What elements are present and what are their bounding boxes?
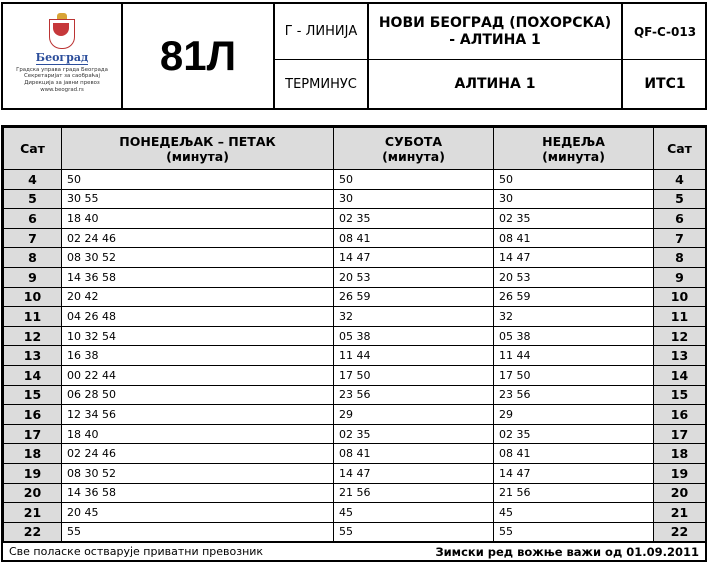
weekday-minutes: 10 32 54 [62,326,334,346]
hour-cell: 13 [4,346,62,366]
hour-cell-right: 20 [654,483,706,503]
saturday-minutes: 21 56 [334,483,494,503]
table-row [4,209,706,229]
sunday-minutes: 11 44 [494,346,654,366]
weekday-minutes: 02 24 46 [62,444,334,464]
table-row [4,346,706,366]
saturday-minutes: 05 38 [334,326,494,346]
sunday-minutes: 26 59 [494,287,654,307]
sunday-title: НЕДЕЉА [542,133,605,149]
sunday-minutes: 29 [494,405,654,425]
logo-sub-line: Дирекција за јавни превоз [24,80,100,86]
sunday-minutes: 23 56 [494,385,654,405]
weekday-minutes: 18 40 [62,424,334,444]
hour-cell-right: 15 [654,385,706,405]
table-row [4,405,706,425]
hour-cell: 5 [4,189,62,209]
hour-cell-right: 11 [654,307,706,327]
table-row [4,522,706,542]
weekday-header [62,128,334,170]
table-row [4,463,706,483]
weekday-minutes: 02 24 46 [62,228,334,248]
table-row [4,385,706,405]
terminus-label: ТЕРМИНУС [275,60,369,108]
sunday-minutes: 30 [494,189,654,209]
weekday-unit: (минута) [166,148,229,164]
table-row [4,307,706,327]
weekday-minutes: 20 42 [62,287,334,307]
weekday-minutes: 04 26 48 [62,307,334,327]
operator-note: Све поласке остварује приватни превозник [9,545,264,558]
weekday-minutes: 08 30 52 [62,248,334,268]
saturday-minutes: 14 47 [334,248,494,268]
sunday-minutes: 05 38 [494,326,654,346]
saturday-header [334,128,494,170]
logo-sub-line: Секретаријат за саобраћај [24,73,100,80]
sunday-minutes: 02 35 [494,424,654,444]
hour-cell: 16 [4,405,62,425]
sunday-minutes: 32 [494,307,654,327]
sunday-minutes: 02 35 [494,209,654,229]
hour-cell: 6 [4,209,62,229]
weekday-minutes: 18 40 [62,209,334,229]
hour-cell-right: 5 [654,189,706,209]
timetable-header [1,2,707,110]
saturday-minutes: 50 [334,170,494,190]
timetable [1,125,707,562]
saturday-unit: (минута) [382,148,445,164]
sunday-minutes: 45 [494,503,654,523]
saturday-minutes: 32 [334,307,494,327]
table-row [4,267,706,287]
hour-cell: 15 [4,385,62,405]
saturday-minutes: 30 [334,189,494,209]
coat-of-arms-icon [49,19,75,49]
hour-cell: 22 [4,522,62,542]
saturday-minutes: 45 [334,503,494,523]
weekday-minutes: 14 36 58 [62,483,334,503]
hour-cell: 18 [4,444,62,464]
weekday-minutes: 55 [62,522,334,542]
table-row [4,189,706,209]
logo-sub-line: www.beograd.rs [40,86,84,93]
hour-cell: 8 [4,248,62,268]
weekday-minutes: 14 36 58 [62,267,334,287]
table-header-row [4,128,706,170]
table-row [4,248,706,268]
logo-wordmark: Београд [35,50,89,64]
saturday-minutes: 08 41 [334,444,494,464]
saturday-minutes: 17 50 [334,365,494,385]
table-row [4,228,706,248]
weekday-minutes: 12 34 56 [62,405,334,425]
saturday-minutes: 26 59 [334,287,494,307]
weekday-minutes: 30 55 [62,189,334,209]
hour-cell-right: 9 [654,267,706,287]
saturday-title: СУБОТА [384,133,443,149]
saturday-minutes: 55 [334,522,494,542]
weekday-minutes: 08 30 52 [62,463,334,483]
weekday-minutes: 50 [62,170,334,190]
table-row [4,326,706,346]
weekday-minutes: 00 22 44 [62,365,334,385]
sunday-unit: (минута) [542,148,605,164]
sunday-minutes: 20 53 [494,267,654,287]
hour-cell: 19 [4,463,62,483]
hour-cell: 20 [4,483,62,503]
departures-table [3,127,706,542]
hour-cell: 4 [4,170,62,190]
saturday-minutes: 20 53 [334,267,494,287]
saturday-minutes: 11 44 [334,346,494,366]
sunday-minutes: 55 [494,522,654,542]
hour-cell: 11 [4,307,62,327]
hour-cell-right: 21 [654,503,706,523]
sunday-minutes: 17 50 [494,365,654,385]
hour-cell-right: 8 [654,248,706,268]
hour-cell: 10 [4,287,62,307]
hour-cell-right: 7 [654,228,706,248]
saturday-minutes: 02 35 [334,424,494,444]
hour-cell: 14 [4,365,62,385]
sunday-minutes: 08 41 [494,444,654,464]
table-row [4,365,706,385]
city-logo [3,4,123,108]
saturday-minutes: 14 47 [334,463,494,483]
hour-cell: 12 [4,326,62,346]
document-code-2: ИТС1 [644,76,686,92]
hour-header-right: Сат [654,128,706,170]
hour-cell: 21 [4,503,62,523]
hour-cell-right: 13 [654,346,706,366]
table-row [4,483,706,503]
hour-header: Сат [4,128,62,170]
weekday-minutes: 20 45 [62,503,334,523]
saturday-minutes: 29 [334,405,494,425]
hour-cell-right: 14 [654,365,706,385]
sunday-header [494,128,654,170]
table-row [4,444,706,464]
document-code: QF-C-013 [623,4,707,60]
weekday-minutes: 06 28 50 [62,385,334,405]
hour-cell-right: 16 [654,405,706,425]
logo-sub-line: Градска управа града Београда [16,66,108,73]
route-name: НОВИ БЕОГРАД (ПОХОРСКА) - АЛТИНА 1 [369,4,623,60]
table-row [4,170,706,190]
sunday-minutes: 21 56 [494,483,654,503]
terminus-name: АЛТИНА 1 [369,60,623,108]
sunday-minutes: 14 47 [494,463,654,483]
hour-cell-right: 18 [654,444,706,464]
hour-cell-right: 17 [654,424,706,444]
line-number: 81Л [123,4,275,108]
hour-cell-right: 12 [654,326,706,346]
hour-cell-right: 19 [654,463,706,483]
hour-cell-right: 4 [654,170,706,190]
saturday-minutes: 08 41 [334,228,494,248]
hour-cell-right: 10 [654,287,706,307]
hour-cell-right: 22 [654,522,706,542]
saturday-minutes: 02 35 [334,209,494,229]
weekday-title: ПОНЕДЕЉАК – ПЕТАК [119,133,276,149]
table-row [4,287,706,307]
sunday-minutes: 50 [494,170,654,190]
table-row [4,503,706,523]
validity-note: Зимски ред вожње важи од 01.09.2011 [435,544,699,559]
sunday-minutes: 14 47 [494,248,654,268]
timetable-footer [3,541,705,560]
hour-cell: 9 [4,267,62,287]
line-type: Г - ЛИНИЈА [275,4,369,60]
weekday-minutes: 16 38 [62,346,334,366]
hour-cell: 7 [4,228,62,248]
hour-cell: 17 [4,424,62,444]
hour-cell-right: 6 [654,209,706,229]
saturday-minutes: 23 56 [334,385,494,405]
sunday-minutes: 08 41 [494,228,654,248]
table-row [4,424,706,444]
